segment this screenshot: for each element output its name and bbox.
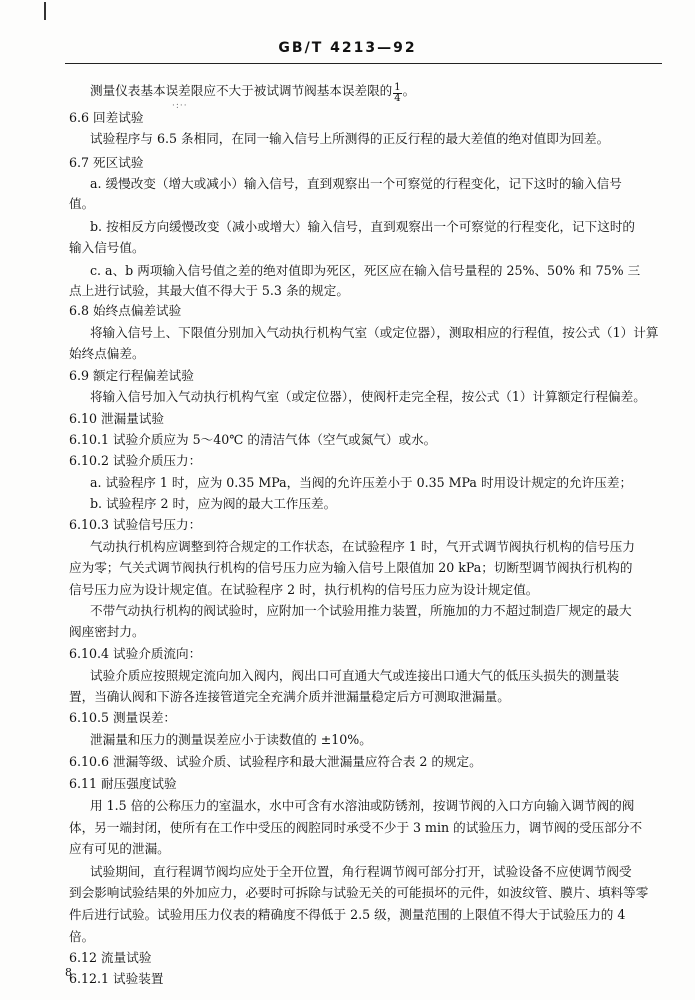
- text-line: 值。: [69, 196, 95, 211]
- text-line: 信号压力应为设计规定值。在试验程序 2 时，执行机构的信号压力应为设计规定值。: [69, 582, 539, 597]
- header-rule: [65, 63, 662, 64]
- text-line: 6.8 始终点偏差试验: [69, 303, 182, 318]
- text-line: 将输入信号上、下限值分别加入气动执行机构气室（或定位器），测取相应的行程值，按公式（1）计算: [90, 325, 659, 340]
- text-line: 试验程序与 6.5 条相同，在同一输入信号上所测得的正反行程的最大差值的绝对值即为回差。: [90, 131, 610, 146]
- text-line: 6.6 回差试验: [69, 110, 144, 125]
- text-line: 件后进行试验。试验用压力仪表的精确度不得低于 2.5 级，测量范围的上限值不得大于试验压力的 4: [69, 907, 626, 922]
- text-line: 输入信号值。: [69, 240, 145, 255]
- text-line: 始终点偏差。: [69, 346, 145, 361]
- page-number: 8: [65, 966, 72, 979]
- text-line: 应有可见的泄漏。: [69, 841, 170, 856]
- text-line: 置，当确认阀和下游各连接管道完全充满介质并泄漏量稳定后方可测取泄漏量。: [69, 689, 510, 704]
- text-line: 6.9 额定行程偏差试验: [69, 368, 194, 383]
- text-line: 6.7 死区试验: [69, 155, 144, 170]
- fraction-numerator: 1: [394, 82, 401, 93]
- text-line: 6.11 耐压强度试验: [69, 776, 177, 791]
- binding-mark: [44, 2, 46, 20]
- text-line: 泄漏量和压力的测量误差应小于读数值的 ±10%。: [90, 732, 372, 747]
- standard-code-header: GB/T 4213—92: [278, 40, 417, 56]
- one-quarter-fraction: [393, 83, 401, 104]
- text-line: 6.12 流量试验: [69, 950, 152, 965]
- text-line: 试验期间，直行程调节阀均应处于全开位置，角行程调节阀可部分打开，试验设备不应使调节阀受: [90, 864, 632, 879]
- text-line: 将输入信号加入气动执行机构气室（或定位器），使阀杆走完全程，按公式（1）计算额定行程偏差。: [90, 389, 646, 404]
- intro-text: 测量仪表基本误差限应不大于被试调节阀基本误差限的: [90, 83, 393, 98]
- text-line: 气动执行机构应调整到符合规定的工作状态，在试验程序 1 时，气开式调节阀执行机构的信号压力: [90, 539, 635, 554]
- text-line: 6.10 泄漏量试验: [69, 411, 165, 426]
- fraction-denominator: 4: [394, 93, 401, 104]
- text-line: a. 试验程序 1 时，应为 0.35 MPa，当阀的允许压差小于 0.35 MPa 时用设计规定的允许压差；: [90, 475, 633, 490]
- intro-line: [90, 83, 415, 104]
- intro-text-end: 。: [402, 83, 416, 98]
- text-line: 6.10.6 泄漏等级、试验介质、试验程序和最大泄漏量应符合表 2 的规定。: [69, 754, 482, 769]
- text-line: b. 试验程序 2 时，应为阀的最大工作压差。: [90, 496, 337, 511]
- text-line: 6.12.1 试验装置: [69, 971, 164, 986]
- text-line: 试验介质应按照规定流向加入阀内，阀出口可直通大气或连接出口通大气的低压头损失的测量装: [90, 668, 619, 683]
- text-line: 倍。: [69, 929, 95, 944]
- text-line: a. 缓慢改变（增大或减小）输入信号，直到观察出一个可察觉的行程变化，记下这时的输入信号: [90, 176, 622, 191]
- text-line: 不带气动执行机构的阀试验时，应附加一个试验用推力装置，所施加的力不超过制造厂规定的最大: [90, 603, 632, 618]
- text-line: 阀座密封力。: [69, 624, 145, 639]
- text-line: 6.10.4 试验介质流向：: [69, 646, 202, 661]
- text-line: 用 1.5 倍的公称压力的室温水，水中可含有水溶油或防锈剂，按调节阀的入口方向输入调节阀的阀: [90, 798, 635, 813]
- text-line: 应为零；气关式调节阀执行机构的信号压力应为输入信号上限值加 20 kPa；切断型调节阀执行机构的: [69, 560, 633, 575]
- text-line: 6.10.3 试验信号压力：: [69, 517, 202, 532]
- text-line: 体，另一端封闭，使所有在工作中受压的阀腔同时承受不少于 3 min 的试验压力，调节阀的受压部分不: [69, 820, 643, 835]
- text-line: 6.10.1 试验介质应为 5～40℃ 的清洁气体（空气或氮气）或水。: [69, 432, 437, 447]
- text-line: 到会影响试验结果的外加应力，必要时可拆除与试验无关的可能损坏的元件，如波纹管、膜片、填料等零: [69, 885, 649, 900]
- scan-noise: ·:··: [172, 101, 188, 111]
- text-line: 6.10.2 试验介质压力：: [69, 453, 202, 468]
- text-line: b. 按相反方向缓慢改变（减小或增大）输入信号，直到观察出一个可察觉的行程变化，记下这时的: [90, 219, 636, 234]
- text-line: 6.10.5 测量误差：: [69, 710, 177, 725]
- text-line: 点上进行试验，其最大值不得大于 5.3 条的规定。: [69, 283, 349, 298]
- text-line: c. a、b 两项输入信号值之差的绝对值即为死区，死区应在输入信号量程的 25%、50% 和 75% 三: [90, 263, 641, 278]
